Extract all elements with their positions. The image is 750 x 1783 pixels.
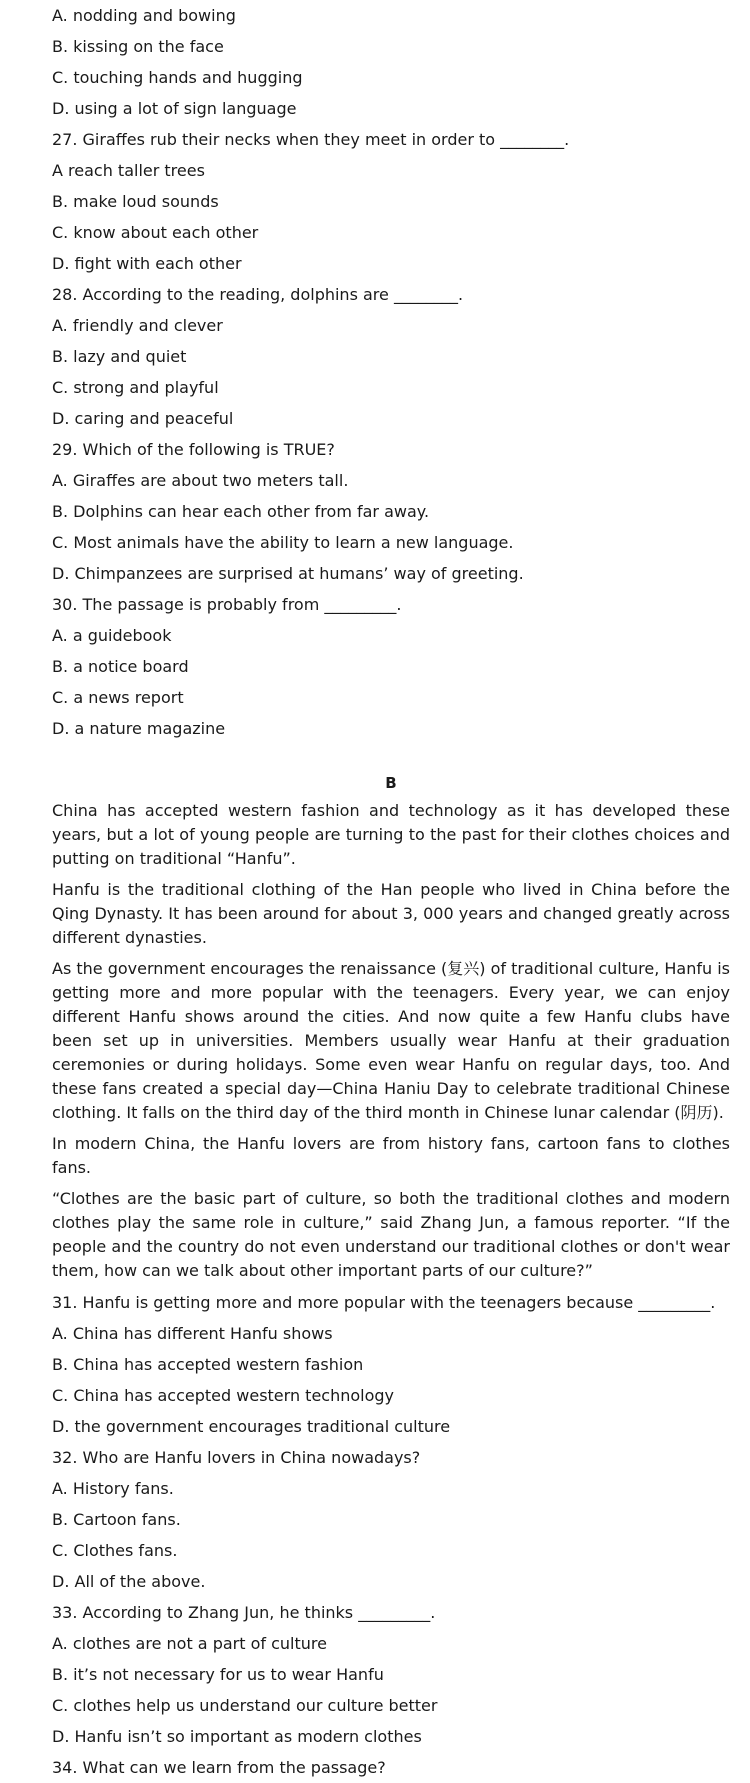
option-line: C. China has accepted western technology xyxy=(52,1386,395,1405)
option-line: D. a nature magazine xyxy=(52,719,226,738)
option-line: C. know about each other xyxy=(52,223,259,242)
option-line: B. China has accepted western fashion xyxy=(52,1355,364,1374)
question-stem: 33. According to Zhang Jun, he thinks _________. xyxy=(52,1603,436,1622)
passage-paragraph: As the government encourages the renaissance (复兴) of traditional culture, Hanfu is getting more and more popular with the teenagers. Every year, we can enjoy different Hanfu shows around the cities. And now quite a few Hanfu clubs have been set up in universities. Members usually wear Hanfu at their graduation ceremonies or during holidays. Some even wear Hanfu on regular days, too. And these fans created a special day—China Haniu Day to celebrate traditional Chinese clothing. It falls on the third day of the third month in Chinese lunar calendar (阴历). xyxy=(52,959,730,1122)
option-line: A. History fans. xyxy=(52,1479,174,1498)
question-list-part-a xyxy=(52,0,730,744)
option-line: A. a guidebook xyxy=(52,626,172,645)
question-list-part-b xyxy=(52,1287,730,1783)
question-stem: 27. Giraffes rub their necks when they meet in order to ________. xyxy=(52,130,570,149)
option-line: C. Clothes fans. xyxy=(52,1541,178,1560)
question-stem: 29. Which of the following is TRUE? xyxy=(52,440,335,459)
question-stem: 32. Who are Hanfu lovers in China nowadays? xyxy=(52,1448,421,1467)
question-stem: 30. The passage is probably from _________. xyxy=(52,595,402,614)
option-line: D. Hanfu isn’t so important as modern clothes xyxy=(52,1727,422,1746)
option-line: C. a news report xyxy=(52,688,184,707)
document-page xyxy=(52,0,730,1783)
option-line: D. fight with each other xyxy=(52,254,242,273)
passage-paragraph: Hanfu is the traditional clothing of the Han people who lived in China before the Qing Dynasty. It has been around for about 3, 000 years and changed greatly across different dynasties. xyxy=(52,880,730,947)
option-line: C. clothes help us understand our culture better xyxy=(52,1696,438,1715)
passage-paragraph: China has accepted western fashion and technology as it has developed these years, but a lot of young people are turning to the past for their clothes choices and putting on traditional “Hanfu”. xyxy=(52,801,730,868)
option-line: D. the government encourages traditional culture xyxy=(52,1417,451,1436)
reading-passage xyxy=(52,799,730,1283)
section-title: B xyxy=(385,774,397,792)
question-stem: 28. According to the reading, dolphins are ________. xyxy=(52,285,464,304)
option-line: B. make loud sounds xyxy=(52,192,219,211)
option-line: D. Chimpanzees are surprised at humans’ way of greeting. xyxy=(52,564,524,583)
passage-paragraph: In modern China, the Hanfu lovers are from history fans, cartoon fans to clothes fans. xyxy=(52,1134,730,1177)
option-line: A reach taller trees xyxy=(52,161,205,180)
option-line: B. Cartoon fans. xyxy=(52,1510,181,1529)
question-stem: 31. Hanfu is getting more and more popular with the teenagers because _________. xyxy=(52,1293,716,1312)
option-line: B. Dolphins can hear each other from far away. xyxy=(52,502,430,521)
option-line: D. All of the above. xyxy=(52,1572,206,1591)
option-line: B. lazy and quiet xyxy=(52,347,187,366)
option-line: C. strong and playful xyxy=(52,378,219,397)
option-line: A. Giraffes are about two meters tall. xyxy=(52,471,349,490)
passage-paragraph: “Clothes are the basic part of culture, so both the traditional clothes and modern clothes play the same role in culture,” said Zhang Jun, a famous reporter. “If the people and the country do not even understand our traditional clothes or don't wear them, how can we talk about other important parts of our culture?” xyxy=(52,1189,730,1280)
option-line: C. touching hands and hugging xyxy=(52,68,303,87)
option-line: A. clothes are not a part of culture xyxy=(52,1634,327,1653)
option-line: D. using a lot of sign language xyxy=(52,99,297,118)
option-line: A. friendly and clever xyxy=(52,316,223,335)
option-line: B. kissing on the face xyxy=(52,37,224,56)
option-line: A. nodding and bowing xyxy=(52,6,236,25)
option-line: B. a notice board xyxy=(52,657,189,676)
option-line: D. caring and peaceful xyxy=(52,409,234,428)
option-line: C. Most animals have the ability to learn a new language. xyxy=(52,533,514,552)
question-stem: 34. What can we learn from the passage? xyxy=(52,1758,386,1777)
option-line: A. China has different Hanfu shows xyxy=(52,1324,333,1343)
option-line: B. it’s not necessary for us to wear Hanfu xyxy=(52,1665,384,1684)
